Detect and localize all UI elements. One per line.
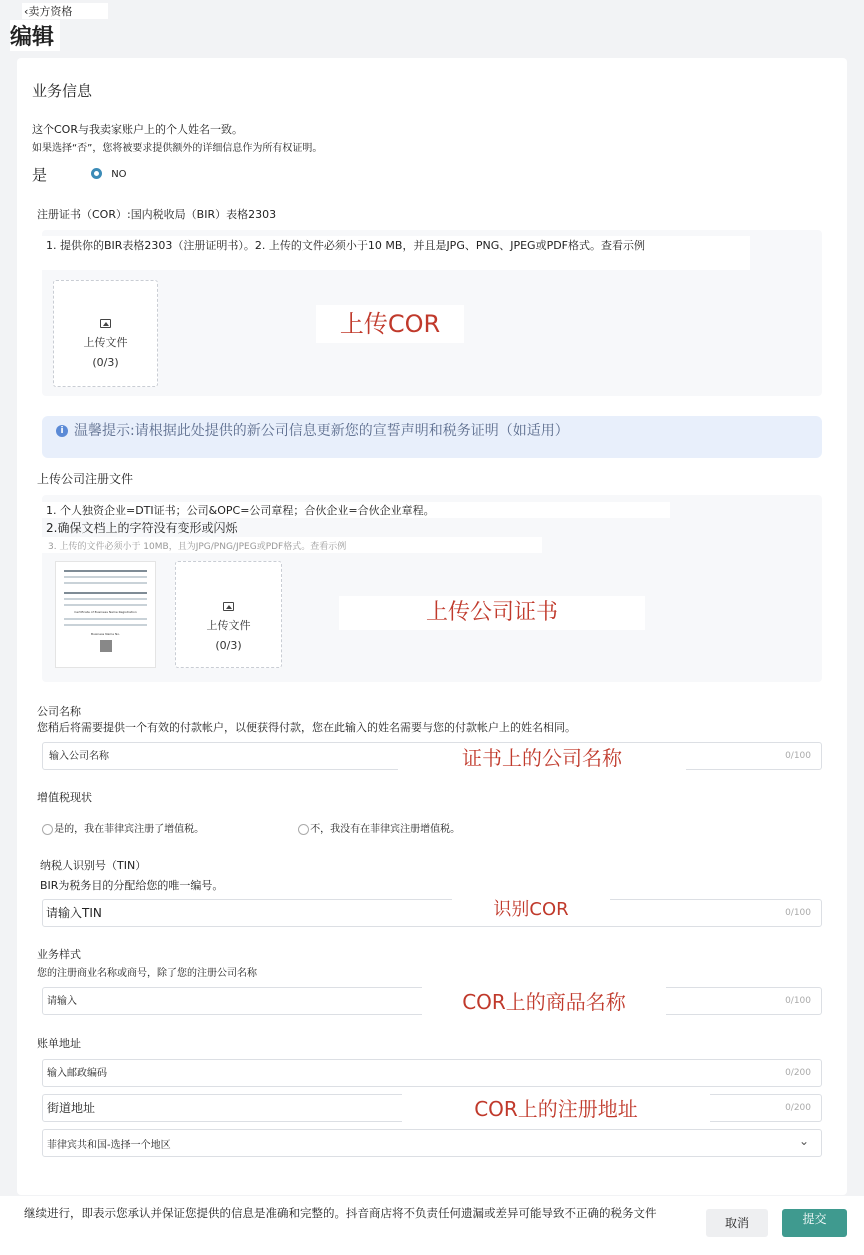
- char-counter: 0/100: [785, 908, 811, 918]
- char-counter: 0/100: [785, 751, 811, 761]
- tip-text: 温馨提示:请根据此处提供的新公司信息更新您的宣誓声明和税务证明（如适用）: [74, 423, 569, 439]
- yes-label: 是: [32, 166, 48, 184]
- upload-label: 上传文件: [206, 619, 251, 632]
- char-counter: 0/200: [785, 1068, 811, 1078]
- vat-option-no-label: 不，我没有在菲律宾注册增值税。: [310, 824, 461, 835]
- billing-label: 账单地址: [37, 1037, 81, 1050]
- street-address-placeholder: 街道地址: [47, 1101, 96, 1115]
- region-select[interactable]: [42, 1129, 822, 1157]
- image-upload-icon: [223, 602, 234, 611]
- company-doc-label: 上传公司注册文件: [37, 472, 134, 486]
- vat-option-no[interactable]: [298, 820, 460, 835]
- char-counter: 0/100: [785, 996, 811, 1006]
- sample-certificate-thumbnail[interactable]: [55, 561, 156, 668]
- no-label: NO: [111, 168, 127, 180]
- company-name-placeholder: 输入公司名称: [49, 751, 109, 762]
- cor-upload-button[interactable]: [53, 280, 158, 387]
- section-title: 业务信息: [32, 82, 93, 100]
- chevron-down-icon: ⌄: [798, 1134, 809, 1148]
- name-match-text: 这个COR与我卖家账户上的个人姓名一致。: [32, 123, 243, 136]
- region-select-value: 菲律宾共和国-选择一个地区: [47, 1140, 171, 1151]
- char-counter: 0/200: [785, 1103, 811, 1113]
- yes-option[interactable]: [32, 164, 47, 185]
- footer-disclaimer: 继续进行，即表示您承认并保证您提供的信息是准确和完整的。抖音商店将不负责任何遗漏或差异可能导致不正确的税务文件: [24, 1206, 657, 1220]
- tin-desc: BIR为税务目的分配给您的唯一编号。: [40, 879, 224, 892]
- tin-annotation: 识别COR: [452, 895, 610, 925]
- image-upload-icon: [100, 319, 111, 328]
- company-doc-line3: 3. 上传的文件必须小于 10MB，且为JPG/PNG/JPEG或PDF格式。查看示例: [42, 537, 542, 553]
- upload-count: (0/3): [215, 639, 242, 652]
- cor-instructions: 1. 提供你的BIR表格2303（注册证明书）。2. 上传的文件必须小于10 MB，并且是JPG、PNG、JPEG或PDF格式。查看示例: [42, 236, 750, 270]
- radio-icon: [42, 824, 53, 835]
- vat-option-yes[interactable]: [42, 820, 204, 835]
- upload-count: (0/3): [92, 356, 119, 369]
- company-doc-annotation: 上传公司证书: [339, 596, 645, 630]
- postal-code-input[interactable]: [42, 1059, 822, 1087]
- back-label: 卖方资格: [28, 5, 73, 18]
- radio-icon: [298, 824, 309, 835]
- tip-banner: [42, 416, 822, 458]
- upload-label: 上传文件: [83, 336, 128, 349]
- billing-annotation: COR上的注册地址: [402, 1093, 710, 1125]
- company-doc-line1: 1. 个人独资企业=DTI证书；公司&OPC=公司章程；合伙企业=合伙企业章程。: [42, 502, 670, 518]
- sample-name: Business Name No.: [91, 632, 120, 636]
- page-title: 编辑: [10, 20, 60, 51]
- tin-placeholder: 请输入TIN: [46, 906, 102, 920]
- business-style-placeholder: 请输入: [47, 996, 77, 1007]
- cor-label: 注册证书（COR）:国内税收局（BIR）表格2303: [37, 208, 277, 221]
- company-name-annotation: 证书上的公司名称: [398, 744, 686, 774]
- info-icon: i: [56, 425, 68, 437]
- company-doc-upload-button[interactable]: [175, 561, 282, 668]
- vat-label: 增值税现状: [37, 791, 92, 804]
- business-style-label: 业务样式: [37, 948, 81, 961]
- sample-title: Certificate of Business Name Registration: [74, 610, 137, 614]
- tin-label: 纳税人识别号（TIN）: [40, 859, 147, 872]
- company-name-label: 公司名称: [37, 705, 81, 718]
- postal-code-placeholder: 输入邮政编码: [47, 1068, 107, 1079]
- cancel-button[interactable]: 取消: [706, 1209, 768, 1237]
- back-link[interactable]: [22, 3, 108, 19]
- if-no-text: 如果选择“否”，您将被要求提供额外的详细信息作为所有权证明。: [32, 143, 323, 154]
- cor-annotation: 上传COR: [316, 305, 464, 343]
- tin-input[interactable]: [42, 899, 822, 927]
- vat-option-yes-label: 是的，我在菲律宾注册了增值税。: [54, 824, 205, 835]
- company-name-desc: 您稍后将需要提供一个有效的付款帐户，以便获得付款，您在此输入的姓名需要与您的付款帐户上的姓名相同。: [37, 721, 576, 734]
- submit-button[interactable]: 提交: [782, 1209, 847, 1237]
- no-option[interactable]: [91, 168, 127, 180]
- qr-code-icon: [100, 640, 112, 652]
- radio-selected-icon: [91, 168, 102, 179]
- chevron-left-icon: ‹: [24, 5, 29, 18]
- business-style-annotation: COR上的商品名称: [422, 986, 666, 1018]
- company-doc-line2: 2.确保文档上的字符没有变形或闪烁: [46, 521, 238, 535]
- business-style-desc: 您的注册商业名称或商号，除了您的注册公司名称: [37, 968, 257, 979]
